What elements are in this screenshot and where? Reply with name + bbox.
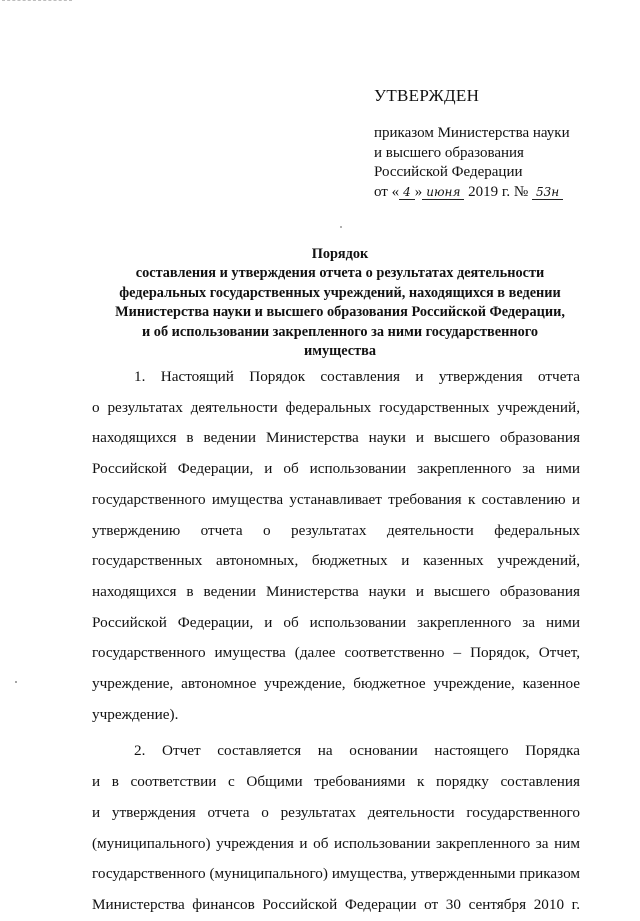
text-line: Российской Федерации, и об использовании закрепленного за ними (92, 613, 580, 631)
text-line: государственных автономных, бюджетных и казенных учреждений, (92, 552, 580, 570)
scan-speck (340, 226, 342, 228)
document-body (92, 362, 580, 921)
text-line: Российской Федерации, и об использовании закрепленного за ними (92, 460, 580, 478)
order-line: и высшего образования (374, 144, 524, 161)
scan-speck (15, 681, 17, 683)
text-line: находящихся в ведении Министерства науки и высшего образования (92, 582, 580, 600)
date-month: июня (422, 185, 464, 200)
text-line: и в соответствии с Общими требованиями к порядку составления (92, 773, 580, 791)
order-date-line (374, 183, 614, 203)
text-line: находящихся в ведении Министерства науки и высшего образования (92, 429, 580, 447)
text-line: государственного имущества (далее соответственно – Порядок, Отчет, (92, 644, 580, 662)
text-line: учреждение, автономное учреждение, бюджетное учреждение, казенное (92, 675, 580, 693)
text-line: и утверждения отчета о результатах деятельности государственного (92, 803, 580, 821)
paragraph-2 (92, 736, 580, 920)
title-line: и об использовании закрепленного за ними государственного (141, 323, 539, 340)
text-line: о результатах деятельности федеральных государственных учреждений, (92, 398, 580, 416)
scan-edge-mark (2, 0, 72, 1)
title-line: имущества (304, 343, 376, 360)
text-line: Министерства финансов Российской Федерации от 30 сентября 2010 г. (92, 895, 580, 913)
text-line: государственного имущества устанавливает требования к составлению и (92, 490, 580, 508)
date-year: 2019 г. № (468, 183, 529, 200)
date-day: 4 (399, 185, 415, 200)
text-line: 2. Отчет составляется на основании настоящего Порядка (134, 742, 580, 760)
text-line: 1. Настоящий Порядок составления и утверждения отчета (134, 368, 580, 385)
paragraph-1 (92, 362, 580, 730)
order-number: 53н (532, 185, 563, 200)
order-line: приказом Министерства науки (374, 125, 570, 141)
date-mid: » (414, 183, 423, 200)
text-line: государственного (муниципального) имущества, утвержденными приказом (92, 865, 580, 883)
text-line: (муниципального) учреждения и об использовании закрепленного за ним (92, 834, 580, 852)
title-line: Порядок (311, 246, 369, 262)
document-title (100, 245, 580, 361)
order-line: Российской Федерации (374, 164, 523, 180)
title-line: Министерства науки и высшего образования Российской Федерации, (115, 304, 565, 321)
text-line: учреждение). (92, 705, 179, 723)
approval-stamp-heading: УТВЕРЖДЕН (374, 86, 480, 105)
approval-order-reference (374, 124, 614, 202)
title-line: составления и утверждения отчета о результатах деятельности (135, 265, 545, 282)
text-line: утверждению отчета о результатах деятельности федеральных (92, 521, 580, 539)
title-line: федеральных государственных учреждений, находящихся в ведении (119, 284, 561, 301)
date-prefix: от « (374, 183, 400, 200)
